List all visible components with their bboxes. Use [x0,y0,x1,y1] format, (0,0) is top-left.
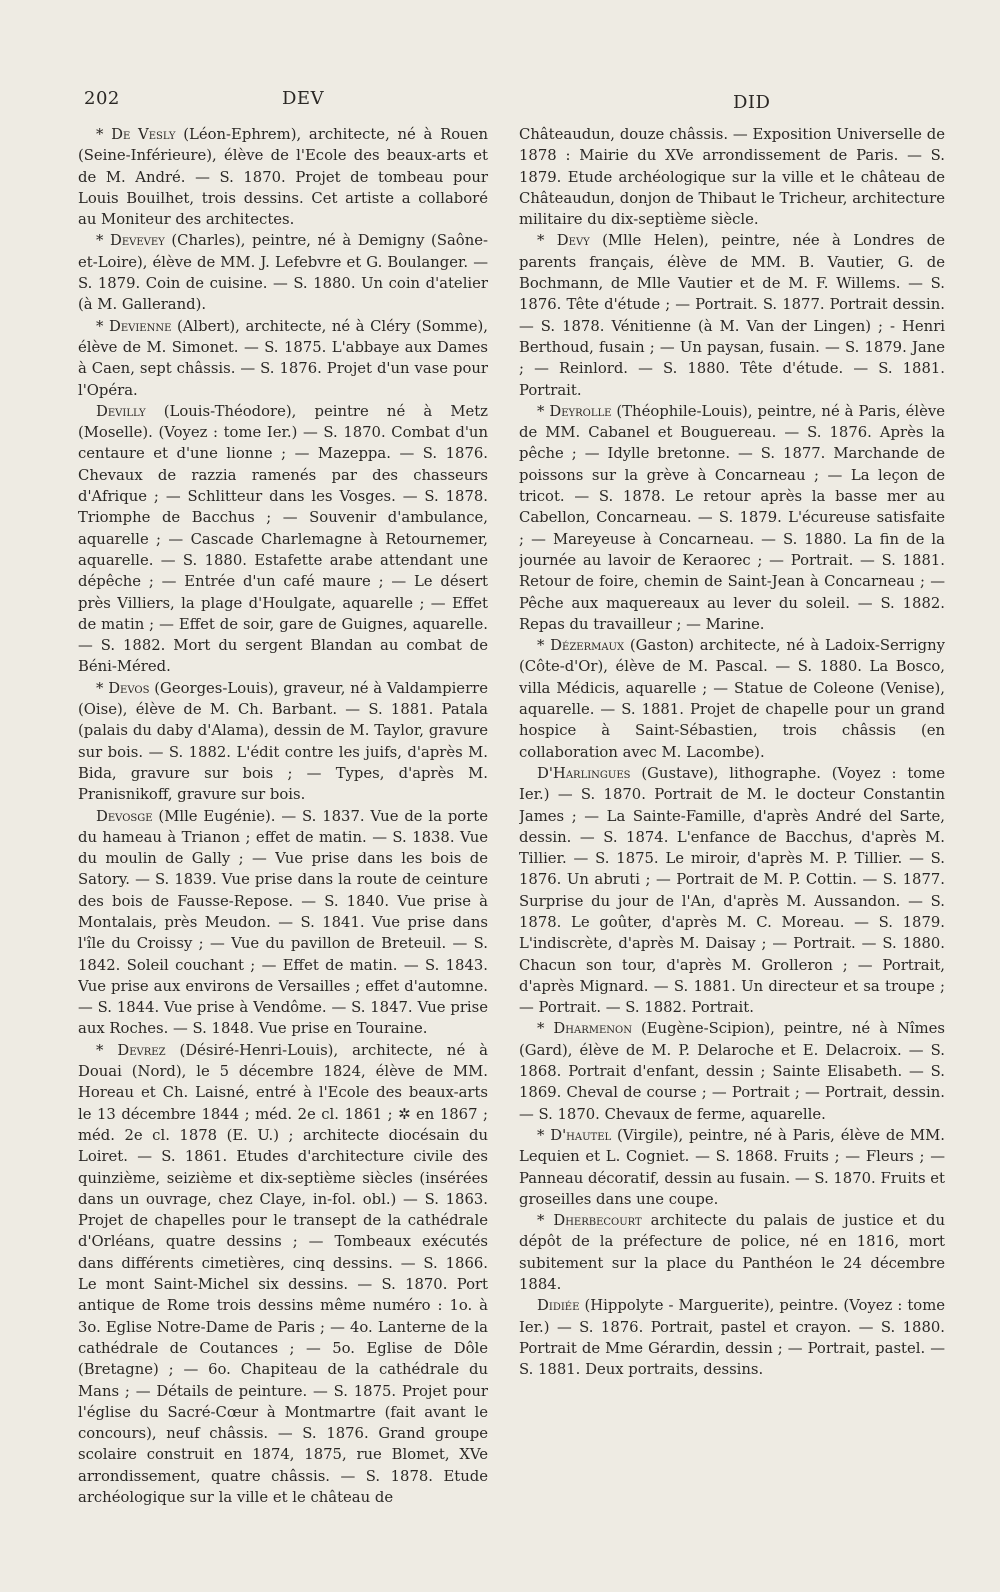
entry: * D'hautel (Virgile), peintre, né à Paris, élève de MM. Lequien et L. Cogniet. — S. 1868. Fruits ; — Fleurs ; — Panneau décoratif, dessin au fusain. — S. 1870. Fruits et groseilles dans une coupe. [519,1126,945,1208]
entry: * Devos (Georges-Louis), graveur, né à Valdampierre (Oise), élève de M. Ch. Barbant. — S. 1881. Patala (palais du daby d'Alama), dessin de M. Taylor, gravure sur bois. — S. 1882. L'édit contre les juifs, d'après M. Bida, gravure sur bois ; — Types, d'après M. Pranisnikoff, gravure sur bois. [78,679,488,804]
entry: * Devy (Mlle Helen), peintre, née à Londres de parents français, élève de MM. B. Vautier, G. de Bochmann, de Mlle Vautier et de M. F. Willems. — S. 1876. Tête d'étude ; — Portrait. S. 1877. Portrait dessin. — S. 1878. Vénitienne (à M. Van der Lingen) ; - Henri Berthoud, fusain ; — Un paysan, fusain. — S. 1879. Jane ; — Reinlord. — S. 1880. Tête d'étude. — S. 1881. Portrait. [519,232,945,399]
entry: * Devienne (Albert), architecte, né à Cléry (Somme), élève de M. Simonet. — S. 1875. L'abbaye aux Dames à Caen, sept châssis. — S. 1876. Projet d'un vase pour l'Opéra. [78,317,488,399]
entry: D'Harlingues (Gustave), lithographe. (Voyez : tome Ier.) — S. 1870. Portrait de M. le docteur Constantin James ; — La Sainte-Famille, d'après André del Sarte, dessin. — S. 1874. L'enfance de Bacchus, d'après M. Tillier. — S. 1875. Le miroir, d'après M. P. Tillier. — S. 1876. Un abruti ; — Portrait de M. P. Cottin. — S. 1877. Surprise du jour de l'An, d'après M. Aussandon. — S. 1878. Le goûter, d'après M. C. Moreau. — S. 1879. L'indiscrète, d'après M. Daisay ; — Portrait. — S. 1880. Chacun son tour, d'après M. Grolleron ; — Portrait, d'après Mignard. — S. 1881. Un directeur et sa troupe ; — Portrait. — S. 1882. Portrait. [519,764,945,1017]
running-head-right: DID [733,92,771,113]
entry: * Dherbecourt architecte du palais de justice et du dépôt de la préfecture de police, né en 1816, mort subitement sur la place du Panthéon le 24 décembre 1884. [519,1212,945,1294]
entry: * De Vesly (Léon-Ephrem), architecte, né à Rouen (Seine-Inférieure), élève de l'Ecole des beaux-arts et de M. André. — S. 1870. Projet de tombeau pour Louis Bouilhet, trois dessins. Cet artiste a collaboré au Moniteur des architectes. [78,126,488,229]
running-head-left: DEV [282,88,325,109]
entry: * Dézermaux (Gaston) architecte, né à Ladoix-Serrigny (Côte-d'Or), élève de M. Pascal. — S. 1880. La Bosco, villa Médicis, aquarelle ; — Statue de Coleone (Venise), aquarelle. — S. 1881. Projet de chapelle pour un grand hospice à Saint-Sébastien, trois châssis (en collaboration avec M. Lacombe). [519,637,945,761]
entry: * Devevey (Charles), peintre, né à Demigny (Saône-et-Loire), élève de MM. J. Lefebvre et G. Boulanger. — S. 1879. Coin de cuisine. — S. 1880. Un coin d'atelier (à M. Gallerand). [78,232,488,314]
entry-continuation: Châteaudun, douze châssis. — Exposition Universelle de 1878 : Mairie du XVe arrondissement de Paris. — S. 1879. Etude archéologique sur la ville et le château de Châteaudun, donjon de Thibaut le Tricheur, architecture militaire du dix-septième siècle. [519,126,945,229]
entry: * Deyrolle (Théophile-Louis), peintre, né à Paris, élève de MM. Cabanel et Bouguereau. — S. 1876. Après la pêche ; — Idylle bretonne. — S. 1877. Marchande de poissons sur la grève à Concarneau ; — La leçon de tricot. — S. 1878. Le retour après la basse mer au Cabellon, Concarneau. — S. 1879. L'écureuse satisfaite ; — Mareyeuse à Concarneau. — S. 1880. La fin de la journée au lavoir de Keraorec ; — Portrait. — S. 1881. Retour de foire, chemin de Saint-Jean à Concarneau ; — Pêche aux maquereaux au lever du soleil. — S. 1882. Repas du travailleur ; — Marine. [519,402,945,633]
entry: Devilly (Louis-Théodore), peintre né à Metz (Moselle). (Voyez : tome Ier.) — S. 1870. Combat d'un centaure et d'une lionne ; — Mazeppa. — S. 1876. Chevaux de razzia ramenés par des chasseurs d'Afrique ; — Schlitteur dans les Vosges. — S. 1878. Triomphe de Bacchus ; — Souvenir d'ambulance, aquarelle ; — Cascade Charlemagne à Retournemer, aquarelle. — S. 1880. Estafette arabe attendant une dépêche ; — Entrée d'un café maure ; — Le désert près Villiers, la plage d'Houlgate, aquarelle ; — Effet de matin ; — Effet de soir, gare de Guignes, aquarelle. — S. 1882. Mort du sergent Blandan au combat de Béni-Méred. [78,402,488,676]
entry: * Devrez (Désiré-Henri-Louis), architecte, né à Douai (Nord), le 5 décembre 1824, élève de MM. Horeau et Ch. Laisné, entré à l'Ecole des beaux-arts le 13 décembre 1844 ; méd. 2e cl. 1861 ; ✲ en 1867 ; méd. 2e cl. 1878 (E. U.) ; architecte diocésain du Loiret. — S. 1861. Etudes d'architecture civile des quinzième, seizième et dix-septième siècles (insérées dans un ouvrage, chez Claye, in-fol. obl.) — S. 1863. Projet de chapelles pour le transept de la cathédrale d'Orléans, quatre dessins ; — Tombeaux exécutés dans différents cimetières, cinq dessins. — S. 1866. Le mont Saint-Michel six dessins. — S. 1870. Port antique de Rome trois dessins même numéro : 1o. à 3o. Eglise Notre-Dame de Paris ; — 4o. Lanterne de la cathédrale de Coutances ; — 5o. Eglise de Dôle (Bretagne) ; — 6o. Chapiteau de la cathédrale du Mans ; — Détails de peinture. — S. 1875. Projet pour l'église du Sacré-Cœur à Montmartre (fait avant le concours), neuf châssis. — S. 1876. Grand groupe scolaire construit en 1874, 1875, rue Blomet, XVe arrondissement, quatre châssis. — S. 1878. Etude archéologique sur la ville et le château de [78,1041,488,1506]
left-column [78,124,488,1534]
page-number: 202 [84,88,120,109]
entry: Devosge (Mlle Eugénie). — S. 1837. Vue de la porte du hameau à Trianon ; effet de matin. — S. 1838. Vue du moulin de Gally ; — Vue prise dans les bois de Satory. — S. 1839. Vue prise dans la route de ceinture des bois de Fausse-Repose. — S. 1840. Vue prise à Montalais, près Meudon. — S. 1841. Vue prise dans l'île du Croissy ; — Vue du pavillon de Breteuil. — S. 1842. Soleil couchant ; — Effet de matin. — S. 1843. Vue prise aux environs de Versailles ; effet d'automne. — S. 1844. Vue prise à Vendôme. — S. 1847. Vue prise aux Roches. — S. 1848. Vue prise en Touraine. [78,807,488,1038]
entry: Didiée (Hippolyte - Marguerite), peintre. (Voyez : tome Ier.) — S. 1876. Portrait, pastel et crayon. — S. 1880. Portrait de Mme Gérardin, dessin ; — Portrait, pastel. — S. 1881. Deux portraits, dessins. [519,1297,945,1379]
entry: * Dharmenon (Eugène-Scipion), peintre, né à Nîmes (Gard), élève de M. P. Delaroche et E. Delacroix. — S. 1868. Portrait d'enfant, dessin ; Sainte Elisabeth. — S. 1869. Cheval de course ; — Portrait ; — Portrait, dessin. — S. 1870. Chevaux de ferme, aquarelle. [519,1020,945,1123]
right-column [519,124,945,1534]
